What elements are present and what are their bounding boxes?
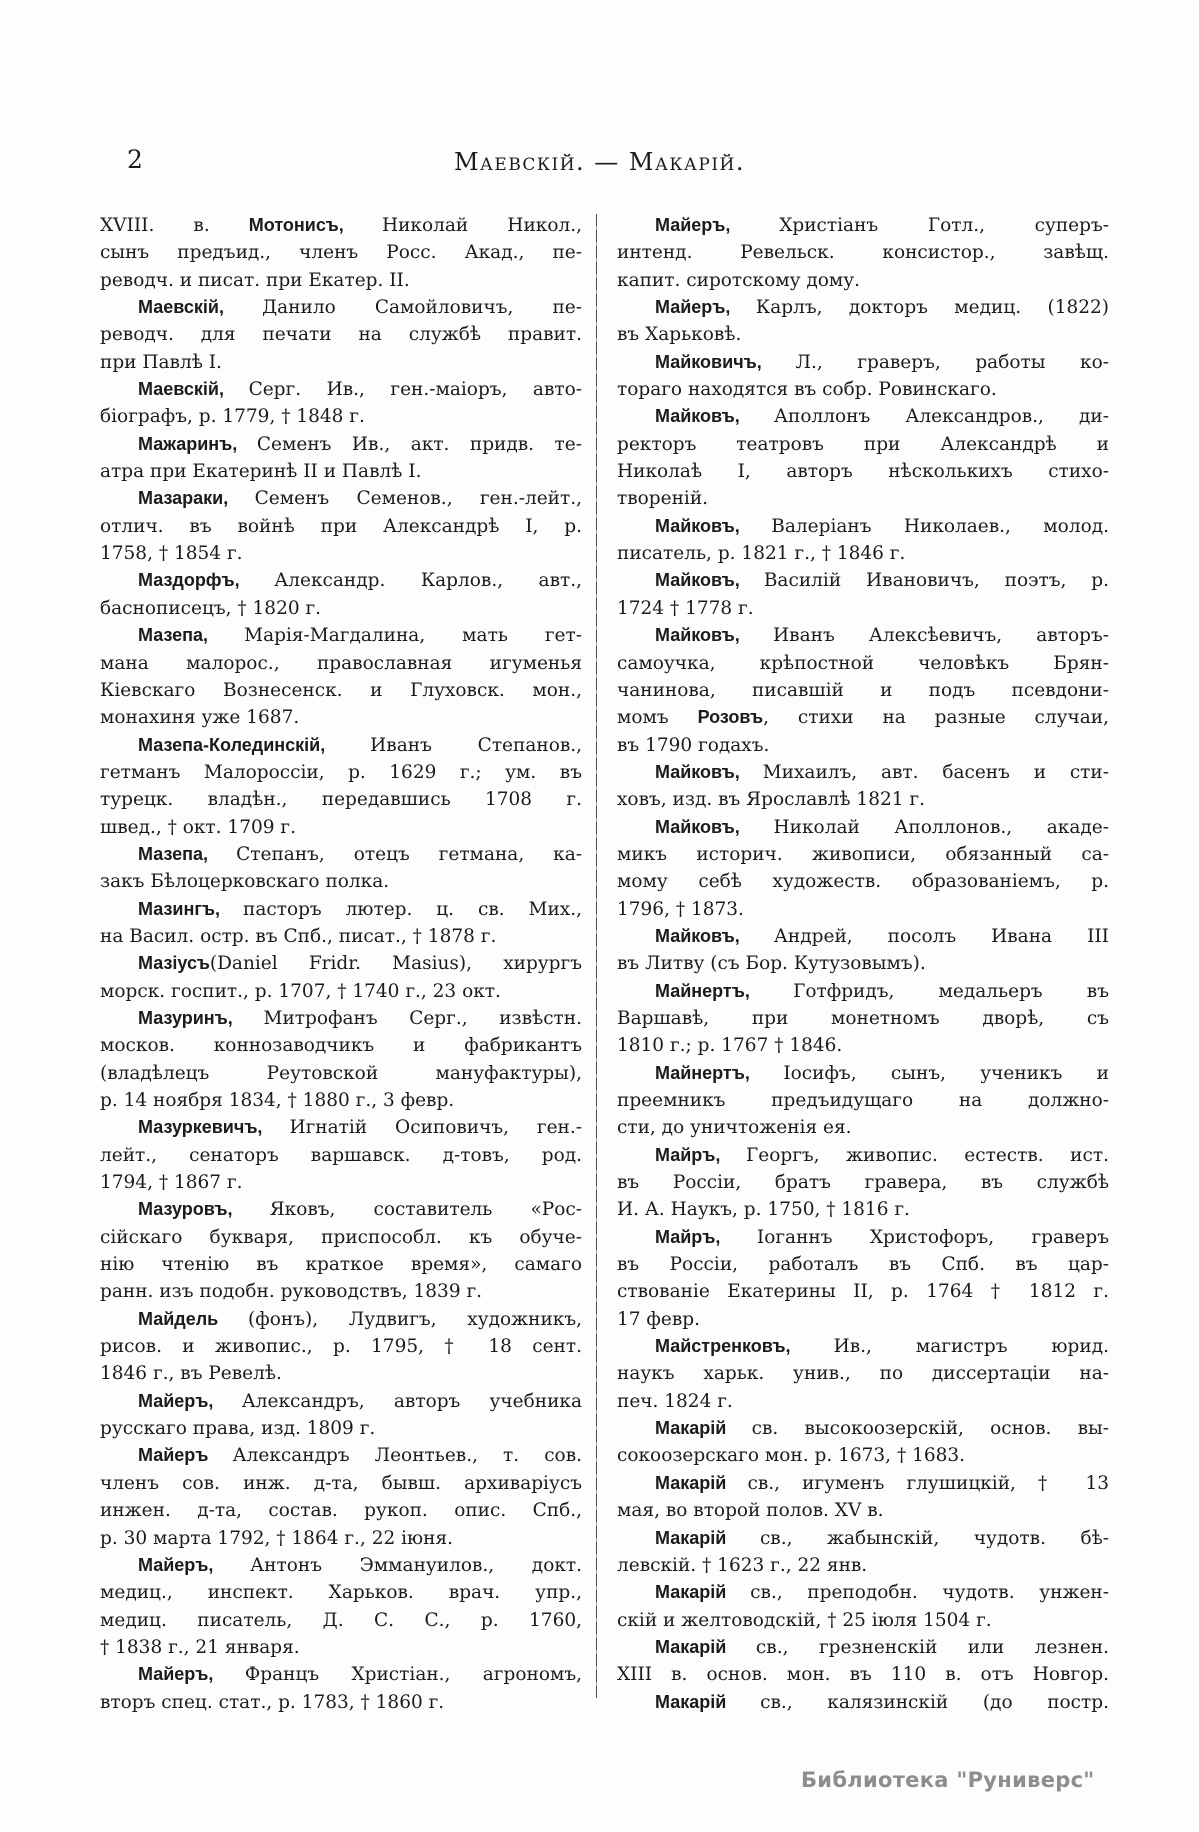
- entry-text: скій и желтоводскій, † 25 іюля 1504 г.: [617, 1609, 992, 1631]
- entry-headword: Майковъ,: [655, 406, 775, 427]
- entry-text: Л., граверъ, работы ко-: [795, 351, 1109, 373]
- text-line: [100, 1224, 582, 1251]
- text-line: [100, 1415, 582, 1442]
- entry-text: Марія-Магдалина, мать гет-: [244, 625, 582, 647]
- text-line: [100, 1497, 582, 1524]
- text-line: [100, 622, 582, 649]
- entry-text: русскаго права, изд. 1809 г.: [100, 1418, 376, 1440]
- entry-text: сійскаго букваря, приспособл. къ обуче-: [100, 1226, 582, 1248]
- entry-text: сокоозерскаго мон. р. 1673, † 1683.: [617, 1445, 966, 1467]
- entry-text: отлич. въ войнѣ при Александрѣ I, р.: [100, 515, 582, 537]
- entry-headword: Макарій: [655, 1418, 752, 1439]
- text-line: [100, 1689, 582, 1716]
- entry-headword: Макарій: [655, 1527, 760, 1548]
- entry-text: Яковъ, составитель «Рос-: [269, 1199, 582, 1221]
- entry-headword: Мазуркевичъ,: [138, 1117, 290, 1138]
- entry-text: св. высокоозерскій, основ. вы-: [751, 1418, 1109, 1440]
- entry-headword: Майеръ,: [138, 1554, 251, 1575]
- entry-text: Данило Самойловичъ, пе-: [262, 297, 582, 319]
- text-line: [617, 1661, 1109, 1688]
- entry-text: Александръ, авторъ учебника: [241, 1390, 582, 1412]
- entry-headword: Маздорфъ,: [138, 570, 275, 591]
- entry-text: св., калязинскій (до постр.: [760, 1691, 1109, 1713]
- text-line: [100, 759, 582, 786]
- text-line: [617, 1005, 1109, 1032]
- text-line: [617, 1415, 1109, 1442]
- text-line: [617, 1032, 1109, 1059]
- text-line: [100, 403, 582, 430]
- entry-text: Александръ Леонтьев., т. сов.: [232, 1445, 582, 1467]
- text-line: [617, 1689, 1109, 1716]
- entry-headword: Майеръ,: [138, 1664, 245, 1685]
- text-line: [100, 431, 582, 458]
- entry-text: морск. госпит., р. 1707, † 1740 г., 23 окт.: [100, 980, 501, 1002]
- entry-text: нію чтенію въ краткое время», самаго: [100, 1254, 582, 1276]
- entry-text: закъ Бѣлоцерковскаго полка.: [100, 871, 390, 893]
- entry-text: реводч. для печати на службѣ правит.: [100, 324, 582, 346]
- entry-headword: Мазараки,: [138, 488, 255, 509]
- entry-text: И. А. Наукъ, р. 1750, † 1816 г.: [617, 1199, 910, 1221]
- entry-text: гетманъ Малороссіи, р. 1629 г.; ум. въ: [100, 761, 582, 783]
- entry-headword: Мазепа,: [138, 625, 245, 646]
- text-line: [100, 1661, 582, 1688]
- text-line: [617, 1169, 1109, 1196]
- text-line: [617, 1388, 1109, 1415]
- text-line: [100, 1060, 582, 1087]
- entry-text: Іоганнъ Христофоръ, граверъ: [756, 1226, 1109, 1248]
- entry-text: рисов. и живопис., р. 1795, † 18 сент.: [100, 1336, 582, 1358]
- text-line: [617, 732, 1109, 759]
- text-line: [100, 814, 582, 841]
- entry-text: атра при Екатеринѣ II и Павлѣ I.: [100, 461, 422, 483]
- text-line: [100, 1169, 582, 1196]
- entry-text: р. 30 марта 1792, † 1864 г., 22 іюня.: [100, 1527, 454, 1549]
- text-line: [100, 1278, 582, 1305]
- entry-text: въ Харьковѣ.: [617, 324, 742, 346]
- entry-text: капит. сиротскому дому.: [617, 269, 861, 291]
- entry-text: Христіанъ Готл., суперъ-: [779, 215, 1109, 236]
- text-line: [100, 567, 582, 594]
- entry-text: 1758, † 1854 г.: [100, 543, 243, 565]
- text-line: [100, 1525, 582, 1552]
- text-line: [617, 595, 1109, 622]
- text-line: [617, 1278, 1109, 1305]
- entry-text: Георгъ, живопис. естеств. ист.: [746, 1144, 1109, 1166]
- text-line: [100, 1196, 582, 1223]
- page-number: 2: [127, 145, 143, 174]
- entry-headword: Макарій: [655, 1691, 761, 1712]
- text-line: [617, 1306, 1109, 1333]
- text-line: [100, 978, 582, 1005]
- entry-text: Валеріанъ Николаев., молод.: [771, 515, 1109, 537]
- entry-text: медиц., инспект. Харьков. врач. упр.,: [100, 1582, 582, 1604]
- entry-text: лейт., сенаторъ варшавск. д-товъ, род.: [100, 1144, 582, 1166]
- text-line: [617, 513, 1109, 540]
- entry-text: ректоръ театровъ при Александрѣ и: [617, 433, 1109, 455]
- text-line: [617, 431, 1109, 458]
- entry-text: св., грезненскій или лезнен.: [755, 1636, 1109, 1658]
- text-line: [100, 212, 582, 239]
- entry-headword: Макарій: [655, 1472, 748, 1493]
- text-line: [100, 1388, 582, 1415]
- entry-headword: Майеръ,: [138, 1390, 242, 1411]
- entry-text: момъ: [617, 707, 698, 729]
- text-line: [100, 1005, 582, 1032]
- text-line: [100, 267, 582, 294]
- text-line: [617, 485, 1109, 512]
- entry-text: 1724 † 1778 г.: [617, 597, 754, 619]
- text-line: [100, 704, 582, 731]
- text-line: [100, 677, 582, 704]
- entry-headword: Майеръ,: [655, 297, 756, 318]
- text-line: [617, 1142, 1109, 1169]
- text-line: [100, 1114, 582, 1141]
- text-line: [617, 677, 1109, 704]
- entry-text: р. 14 ноября 1834, † 1880 г., 3 февр.: [100, 1090, 455, 1111]
- text-line: [100, 595, 582, 622]
- text-line: [100, 923, 582, 950]
- entry-text: въ Россіи, братъ гравера, въ службѣ: [617, 1172, 1109, 1194]
- text-line: [617, 212, 1109, 239]
- entry-headword: Майеръ: [138, 1445, 233, 1466]
- entry-text: монахиня уже 1687.: [100, 707, 300, 729]
- entry-text: 1810 г.; р. 1767 † 1846.: [617, 1035, 843, 1057]
- entry-headword: Майковъ,: [655, 570, 764, 591]
- entry-text: интенд. Ревельск. консистор., завѣщ.: [617, 242, 1109, 264]
- text-line: [617, 540, 1109, 567]
- entry-text: † 1838 г., 21 января.: [100, 1636, 300, 1658]
- entry-headword: Маевскій,: [138, 297, 263, 318]
- text-line: [100, 841, 582, 868]
- entry-headword: Майнертъ,: [655, 980, 794, 1001]
- entry-text: (фонъ), Лудвигъ, художникъ,: [248, 1308, 582, 1330]
- entry-text: Варшавѣ, при монетномъ дворѣ, съ: [617, 1007, 1109, 1029]
- entry-text: Андрей, посолъ Ивана III: [773, 925, 1109, 947]
- text-line: [100, 458, 582, 485]
- entry-headword: Майръ,: [655, 1144, 747, 1165]
- text-line: [100, 1607, 582, 1634]
- entry-headword: Майковъ,: [655, 625, 774, 646]
- text-line: [100, 1032, 582, 1059]
- text-line: [617, 1634, 1109, 1661]
- text-line: [617, 1525, 1109, 1552]
- entry-headword: Мазуринъ,: [138, 1007, 264, 1028]
- text-line: [100, 1442, 582, 1469]
- entry-text: при Павлѣ I.: [100, 351, 222, 373]
- entry-text: Игнатій Осиповичъ, ген.-: [289, 1117, 582, 1139]
- text-line: [100, 321, 582, 348]
- text-line: [617, 349, 1109, 376]
- text-line: [100, 1333, 582, 1360]
- entry-text: преемникъ предъидущаго на должно-: [617, 1090, 1109, 1111]
- entry-text: Николай Никол.,: [381, 215, 582, 236]
- text-line: [100, 1360, 582, 1387]
- entry-text: въ Литву (съ Бор. Кутузовымъ).: [617, 953, 926, 975]
- entry-text: москов. коннозаводчикъ и фабрикантъ: [100, 1035, 582, 1057]
- entry-text: св., игуменъ глушицкій, † 13: [747, 1472, 1109, 1494]
- text-line: [617, 1442, 1109, 1469]
- entry-text: , стихи на разные случаи,: [763, 707, 1109, 729]
- entry-text: Семенъ Ив., акт. придв. те-: [256, 433, 582, 455]
- entry-text: Францъ Христіан., агрономъ,: [244, 1664, 582, 1686]
- entry-headword: Мазіусъ: [138, 953, 210, 974]
- entry-text: реводч. и писат. при Екатер. II.: [100, 269, 410, 291]
- entry-text: (владѣлецъ Реутовской мануфактуры),: [100, 1062, 582, 1084]
- entry-text: на Васил. остр. въ Спб., писат., † 1878 г.: [100, 925, 497, 947]
- entry-headword: Майковъ,: [655, 816, 774, 837]
- entry-text: въ 1790 годахъ.: [617, 734, 770, 756]
- entry-text: мана малорос., православная игуменья: [100, 652, 582, 674]
- entry-text: св., жабынскій, чудотв. бѣ-: [759, 1527, 1109, 1549]
- entry-text: самоучка, крѣпостной человѣкъ Брян-: [617, 652, 1109, 674]
- text-line: [617, 1470, 1109, 1497]
- entry-text: ранн. изъ подобн. руководствъ, 1839 г.: [100, 1281, 483, 1303]
- entry-text: левскій. † 1623 г., 22 янв.: [617, 1554, 868, 1576]
- text-line: [100, 868, 582, 895]
- entry-text: сти, до уничтоженія ея.: [617, 1117, 852, 1139]
- entry-text: писатель, р. 1821 г., † 1846 г.: [617, 543, 906, 565]
- text-line: [617, 868, 1109, 895]
- text-line: [100, 540, 582, 567]
- entry-headword: Мазепа-Колединскій,: [138, 734, 371, 755]
- text-line: [617, 841, 1109, 868]
- entry-text: турецк. владѣн., передавшись 1708 г.: [100, 789, 582, 811]
- text-line: [100, 732, 582, 759]
- text-line: [100, 239, 582, 266]
- entry-headword: Майеръ,: [655, 215, 780, 235]
- text-line: [617, 321, 1109, 348]
- text-line: [100, 1470, 582, 1497]
- entry-text: твореній.: [617, 488, 709, 510]
- text-line: [617, 1114, 1109, 1141]
- entry-text: швед., † окт. 1709 г.: [100, 816, 296, 838]
- entry-text: Михаилъ, авт. басенъ и сти-: [762, 761, 1109, 783]
- entry-text: Готфридъ, медальеръ въ: [793, 980, 1109, 1002]
- text-line: [617, 650, 1109, 677]
- entry-text: въ Россіи, работалъ въ Спб. въ цар-: [617, 1254, 1109, 1276]
- entry-text: св., преподобн. чудотв. унжен-: [750, 1582, 1109, 1604]
- entry-text: наукъ харьк. унив., по диссертаціи на-: [617, 1363, 1109, 1385]
- text-line: [617, 1360, 1109, 1387]
- entry-text: Іосифъ, сынъ, ученикъ и: [783, 1062, 1109, 1084]
- entry-text: Антонъ Эммануилов., докт.: [250, 1554, 582, 1576]
- text-line: [617, 458, 1109, 485]
- entry-text: 1796, † 1873.: [617, 898, 744, 920]
- entry-text: медиц. писатель, Д. С. С., р. 1760,: [100, 1609, 582, 1631]
- entry-headword: Майдель: [138, 1308, 249, 1329]
- entry-text: Карлъ, докторъ медиц. (1822): [755, 297, 1109, 319]
- text-line: [100, 896, 582, 923]
- entry-text: сынъ предъид., членъ Росс. Акад., пе-: [100, 242, 582, 264]
- text-line: [100, 1306, 582, 1333]
- text-line: [617, 567, 1109, 594]
- text-column-right: [617, 212, 1109, 1716]
- entry-text: Ив., магистръ юрид.: [833, 1336, 1109, 1358]
- entry-text: микъ историч. живописи, обязанный са-: [617, 843, 1109, 865]
- entry-headword: Майковъ,: [655, 515, 772, 536]
- entry-headword: Мотонисъ,: [248, 215, 382, 235]
- text-line: [100, 485, 582, 512]
- entry-text: 1794, † 1867 г.: [100, 1172, 243, 1194]
- entry-headword: Майковичъ,: [655, 351, 796, 372]
- entry-headword: Майковъ,: [655, 761, 763, 782]
- text-line: [617, 1552, 1109, 1579]
- entry-headword: Мажаринъ,: [138, 433, 257, 454]
- entry-text: членъ сов. инж. д-та, бывш. архиваріусъ: [100, 1472, 582, 1494]
- entry-headword: Макарій: [655, 1636, 756, 1657]
- text-line: [617, 1196, 1109, 1223]
- text-line: [617, 923, 1109, 950]
- entry-headword: Макарій: [655, 1582, 751, 1603]
- text-line: [617, 978, 1109, 1005]
- text-line: [100, 786, 582, 813]
- text-line: [617, 896, 1109, 923]
- text-line: [617, 1224, 1109, 1251]
- entry-text: Серг. Ив., ген.-маіоръ, авто-: [248, 379, 582, 401]
- entry-text: Семенъ Семенов., ген.-лейт.,: [254, 488, 582, 510]
- text-line: [617, 1497, 1109, 1524]
- entry-text: чанинова, писавшій и подъ псевдони-: [617, 679, 1109, 701]
- text-line: [617, 814, 1109, 841]
- text-line: [617, 1579, 1109, 1606]
- entry-text: инжен. д-та, состав. рукоп. опис. Спб.,: [100, 1500, 582, 1522]
- text-line: [617, 1333, 1109, 1360]
- entry-headword: Розовъ: [697, 707, 764, 728]
- entry-text: біографъ, р. 1779, † 1848 г.: [100, 406, 365, 428]
- entry-text: (Daniel Fridr. Masius), хирургъ: [209, 953, 582, 975]
- entry-text: Аполлонъ Александров., ди-: [774, 406, 1109, 428]
- text-line: [100, 650, 582, 677]
- text-line: [617, 239, 1109, 266]
- entry-text: XIII в. основ. мон. въ 110 в. отъ Новгор.: [617, 1664, 1109, 1686]
- entry-text: Николай Аполлонов., акаде-: [773, 816, 1109, 838]
- entry-headword: Маевскій,: [138, 379, 249, 400]
- text-line: [617, 267, 1109, 294]
- entry-text: Митрофанъ Серг., извѣстн.: [263, 1007, 582, 1029]
- entry-headword: Майковъ,: [655, 925, 774, 946]
- text-line: [100, 1552, 582, 1579]
- running-header: Маевскій. — Макарій.: [453, 148, 746, 176]
- text-line: [100, 376, 582, 403]
- text-line: [100, 513, 582, 540]
- entry-headword: Майръ,: [655, 1226, 757, 1247]
- entry-text: 1846 г., въ Ревелѣ.: [100, 1363, 282, 1385]
- entry-text: Кіевскаго Вознесенск. и Глуховск. мон.,: [100, 679, 582, 701]
- text-line: [100, 1634, 582, 1661]
- entry-text: Александр. Карлов., авт.,: [274, 570, 582, 592]
- text-line: [617, 622, 1109, 649]
- library-watermark: Библиотека "Руниверс": [801, 1768, 1095, 1792]
- text-line: [617, 1060, 1109, 1087]
- entry-text: вторъ спец. стат., р. 1783, † 1860 г.: [100, 1691, 445, 1713]
- entry-text: Иванъ Алексѣевичъ, авторъ-: [773, 625, 1109, 647]
- entry-headword: Майнертъ,: [655, 1062, 784, 1083]
- entry-text: XVIII. в.: [100, 215, 249, 236]
- text-line: [617, 1087, 1109, 1114]
- entry-text: мая, во второй полов. XV в.: [617, 1500, 884, 1522]
- text-line: [617, 294, 1109, 321]
- entry-text: баснописецъ, † 1820 г.: [100, 597, 322, 619]
- entry-headword: Мазепа,: [138, 843, 237, 864]
- entry-headword: Мазуровъ,: [138, 1199, 270, 1220]
- text-line: [100, 1142, 582, 1169]
- text-line: [100, 1579, 582, 1606]
- entry-text: Николаѣ I, авторъ нѣсколькихъ стихо-: [617, 461, 1109, 483]
- text-line: [617, 759, 1109, 786]
- entry-text: печ. 1824 г.: [617, 1390, 733, 1412]
- text-line: [617, 1251, 1109, 1278]
- column-divider-rule: [596, 214, 597, 1698]
- entry-text: ховъ, изд. въ Ярославлѣ 1821 г.: [617, 789, 925, 811]
- text-line: [617, 786, 1109, 813]
- entry-text: пасторъ лютер. ц. св. Мих.,: [242, 898, 582, 920]
- entry-text: Иванъ Степанов.,: [370, 734, 582, 756]
- entry-text: Василій Ивановичъ, поэтъ, р.: [763, 570, 1109, 592]
- text-line: [100, 1251, 582, 1278]
- entry-text: мому себѣ художеств. образованіемъ, р.: [617, 871, 1109, 893]
- text-line: [100, 349, 582, 376]
- text-line: [617, 950, 1109, 977]
- entry-headword: Майстренковъ,: [655, 1336, 834, 1357]
- text-line: [617, 376, 1109, 403]
- entry-text: ствованіе Екатерины II, р. 1764 † 1812 г.: [617, 1281, 1109, 1303]
- text-line: [617, 403, 1109, 430]
- entry-headword: Мазингъ,: [138, 898, 243, 919]
- text-line: [100, 950, 582, 977]
- text-line: [100, 1087, 582, 1114]
- entry-text: 17 февр.: [617, 1308, 700, 1330]
- text-line: [617, 1607, 1109, 1634]
- text-column-left: [100, 212, 582, 1716]
- entry-text: тораго находятся въ собр. Ровинскаго.: [617, 379, 997, 401]
- entry-text: Степанъ, отецъ гетмана, ка-: [236, 843, 582, 865]
- text-line: [617, 704, 1109, 731]
- text-line: [100, 294, 582, 321]
